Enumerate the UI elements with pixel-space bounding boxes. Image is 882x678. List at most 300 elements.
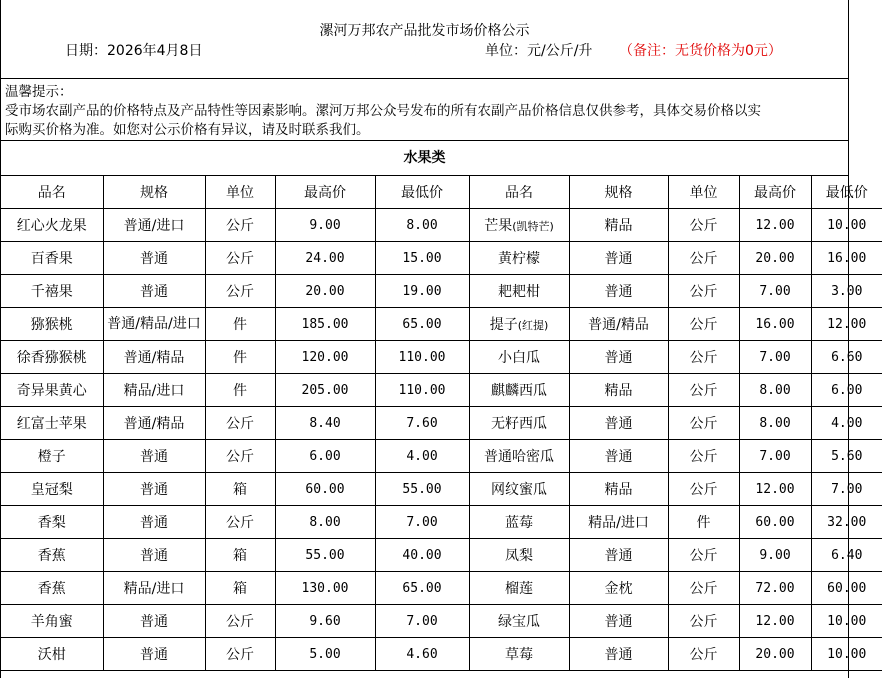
right-product-name bbox=[469, 506, 569, 539]
left-min-price bbox=[375, 473, 469, 506]
left-min-price bbox=[375, 341, 469, 374]
right-min-price bbox=[811, 374, 882, 407]
right-product-name bbox=[469, 440, 569, 473]
left-min-price bbox=[375, 374, 469, 407]
cell-text: 72.00 bbox=[755, 580, 795, 596]
cell-text: 普通 bbox=[140, 548, 168, 564]
cell-text: 普通 bbox=[140, 647, 168, 663]
cell-text: 绿宝瓜 bbox=[498, 614, 540, 630]
left-product-name bbox=[1, 407, 103, 440]
cell-text: 普通 bbox=[140, 515, 168, 531]
left-product-name bbox=[1, 506, 103, 539]
table-header-row bbox=[1, 176, 882, 209]
left-min-price bbox=[375, 605, 469, 638]
cell-text: 羊角蜜 bbox=[30, 614, 73, 630]
product-variety-note: (红提) bbox=[517, 319, 549, 332]
table-row bbox=[1, 473, 882, 506]
left-product-unit bbox=[205, 473, 275, 506]
cell-text: 蓝莓 bbox=[505, 515, 533, 531]
left-product-name bbox=[1, 440, 103, 473]
cell-text: 普通 bbox=[140, 482, 168, 498]
left-product-name bbox=[1, 473, 103, 506]
right-product-name bbox=[469, 638, 569, 671]
cell-text: 4.60 bbox=[406, 646, 438, 662]
cell-text: 猕猴桃 bbox=[30, 317, 73, 333]
cell-text: 7.00 bbox=[831, 481, 863, 497]
cell-text: 7.00 bbox=[406, 514, 438, 530]
cell-text: 普通 bbox=[604, 416, 633, 432]
right-max-price bbox=[739, 473, 811, 506]
cell-text: 20.00 bbox=[755, 646, 795, 662]
cell-text: 7.60 bbox=[406, 415, 438, 431]
left-product-name bbox=[1, 275, 103, 308]
cell-text: 7.00 bbox=[759, 283, 791, 299]
cell-text: 普通 bbox=[140, 614, 168, 630]
left-min-price bbox=[375, 440, 469, 473]
right-product-spec bbox=[569, 572, 668, 605]
cell-text: 7.00 bbox=[406, 613, 438, 629]
cell-text: 百香果 bbox=[30, 251, 73, 267]
cell-text: 12.00 bbox=[827, 316, 867, 332]
right-max-price bbox=[739, 572, 811, 605]
right-max-price bbox=[739, 506, 811, 539]
cell-text: 提子 bbox=[489, 317, 518, 333]
left-min-price bbox=[375, 539, 469, 572]
left-min-price bbox=[375, 407, 469, 440]
cell-text: 55.00 bbox=[402, 481, 442, 497]
cell-text: 8.00 bbox=[759, 415, 791, 431]
right-min-price bbox=[811, 572, 882, 605]
left-min-price bbox=[375, 638, 469, 671]
right-max-price bbox=[739, 275, 811, 308]
left-max-price bbox=[275, 473, 375, 506]
left-product-unit bbox=[205, 506, 275, 539]
cell-text: 香蕉 bbox=[37, 581, 66, 597]
cell-text: 普通 bbox=[604, 614, 633, 630]
right-max-price bbox=[739, 539, 811, 572]
right-product-name bbox=[469, 605, 569, 638]
cell-text: 12.00 bbox=[755, 481, 795, 497]
right-min-price bbox=[811, 407, 882, 440]
right-product-unit bbox=[668, 440, 739, 473]
cell-text: 公斤 bbox=[226, 449, 254, 465]
right-max-price bbox=[739, 209, 811, 242]
cell-text: 公斤 bbox=[689, 251, 718, 267]
left-product-unit bbox=[205, 638, 275, 671]
cell-text: 110.00 bbox=[398, 382, 446, 398]
left-min-price bbox=[375, 572, 469, 605]
cell-text: 香蕉 bbox=[37, 548, 66, 564]
cell-text: 凤梨 bbox=[505, 548, 533, 564]
cell-text: 7.00 bbox=[759, 448, 791, 464]
left-product-spec bbox=[103, 209, 205, 242]
cell-text: 3.00 bbox=[831, 283, 863, 299]
left-product-spec bbox=[103, 605, 205, 638]
cell-text: 普通/进口 bbox=[123, 218, 185, 234]
right-min-price bbox=[811, 506, 882, 539]
cell-text: 20.00 bbox=[755, 250, 795, 266]
left-product-spec bbox=[103, 242, 205, 275]
column-header: 品名 bbox=[1, 176, 103, 209]
right-product-unit bbox=[668, 374, 739, 407]
cell-text: 15.00 bbox=[402, 250, 442, 266]
left-max-price bbox=[275, 407, 375, 440]
cell-text: 普通/精品 bbox=[123, 416, 185, 432]
cell-text: 24.00 bbox=[305, 250, 345, 266]
left-product-unit bbox=[205, 572, 275, 605]
right-min-price bbox=[811, 209, 882, 242]
product-variety-note: (凯特芒) bbox=[512, 220, 554, 233]
right-product-name bbox=[469, 374, 569, 407]
left-product-unit bbox=[205, 242, 275, 275]
table-row bbox=[1, 638, 882, 671]
cell-text: 16.00 bbox=[827, 250, 867, 266]
cell-text: 件 bbox=[696, 515, 711, 531]
cell-text: 无籽西瓜 bbox=[491, 416, 547, 432]
cell-text: 5.00 bbox=[309, 646, 341, 662]
cell-text: 公斤 bbox=[689, 218, 718, 234]
cell-text: 精品/进口 bbox=[123, 383, 185, 399]
cell-text: 件 bbox=[233, 317, 247, 333]
left-product-name bbox=[1, 308, 103, 341]
right-product-name bbox=[469, 341, 569, 374]
column-header: 最高价 bbox=[739, 176, 811, 209]
cell-text: 公斤 bbox=[689, 548, 718, 564]
cell-text: 公斤 bbox=[689, 383, 718, 399]
price-table bbox=[1, 176, 882, 671]
cell-text: 8.40 bbox=[309, 415, 341, 431]
left-product-name bbox=[1, 374, 103, 407]
cell-text: 8.00 bbox=[406, 217, 438, 233]
left-min-price bbox=[375, 242, 469, 275]
right-max-price bbox=[739, 440, 811, 473]
left-max-price bbox=[275, 275, 375, 308]
left-min-price bbox=[375, 308, 469, 341]
cell-text: 箱 bbox=[233, 548, 247, 564]
cell-text: 皇冠梨 bbox=[30, 482, 73, 498]
right-product-spec bbox=[569, 539, 668, 572]
right-max-price bbox=[739, 374, 811, 407]
notice-label: 温馨提示： bbox=[5, 84, 73, 100]
cell-text: 公斤 bbox=[226, 284, 254, 300]
sheet-header bbox=[1, 0, 848, 79]
left-product-spec bbox=[103, 308, 205, 341]
left-max-price bbox=[275, 341, 375, 374]
cell-text: 件 bbox=[233, 350, 247, 366]
cell-text: 65.00 bbox=[402, 580, 442, 596]
right-product-unit bbox=[668, 242, 739, 275]
column-header: 最低价 bbox=[375, 176, 469, 209]
right-product-unit bbox=[668, 638, 739, 671]
left-product-spec bbox=[103, 275, 205, 308]
cell-text: 麒麟西瓜 bbox=[491, 383, 547, 399]
right-product-spec bbox=[569, 506, 668, 539]
left-product-spec bbox=[103, 341, 205, 374]
left-product-name bbox=[1, 242, 103, 275]
right-product-spec bbox=[569, 638, 668, 671]
right-product-spec bbox=[569, 407, 668, 440]
right-product-unit bbox=[668, 539, 739, 572]
left-max-price bbox=[275, 374, 375, 407]
right-product-unit bbox=[668, 308, 739, 341]
date-label: 日期：2026年4月8日 bbox=[65, 43, 203, 59]
cell-text: 公斤 bbox=[689, 647, 718, 663]
cell-text: 公斤 bbox=[226, 614, 254, 630]
cell-text: 公斤 bbox=[689, 581, 718, 597]
cell-text: 6.40 bbox=[831, 547, 863, 563]
cell-text: 普通 bbox=[604, 284, 633, 300]
cell-text: 普通 bbox=[604, 548, 633, 564]
cell-text: 12.00 bbox=[755, 613, 795, 629]
right-min-price bbox=[811, 440, 882, 473]
left-product-unit bbox=[205, 539, 275, 572]
left-product-spec bbox=[103, 506, 205, 539]
cell-text: 草莓 bbox=[505, 647, 533, 663]
cell-text: 19.00 bbox=[402, 283, 442, 299]
cell-text: 12.00 bbox=[755, 217, 795, 233]
cell-text: 185.00 bbox=[301, 316, 349, 332]
left-product-unit bbox=[205, 440, 275, 473]
cell-text: 普通哈密瓜 bbox=[484, 449, 554, 465]
right-min-price bbox=[811, 473, 882, 506]
left-product-spec bbox=[103, 473, 205, 506]
cell-text: 公斤 bbox=[226, 218, 254, 234]
table-row bbox=[1, 275, 882, 308]
column-header: 单位 bbox=[205, 176, 275, 209]
cell-text: 普通 bbox=[604, 350, 633, 366]
cell-text: 公斤 bbox=[689, 482, 718, 498]
cell-text: 奇异果黄心 bbox=[16, 383, 87, 399]
cell-text: 9.00 bbox=[759, 547, 791, 563]
left-product-name bbox=[1, 341, 103, 374]
cell-text: 徐香猕猴桃 bbox=[16, 350, 87, 366]
cell-text: 55.00 bbox=[305, 547, 345, 563]
right-max-price bbox=[739, 242, 811, 275]
left-max-price bbox=[275, 209, 375, 242]
left-min-price bbox=[375, 209, 469, 242]
right-product-unit bbox=[668, 275, 739, 308]
right-product-unit bbox=[668, 506, 739, 539]
cell-text: 60.00 bbox=[305, 481, 345, 497]
right-product-unit bbox=[668, 473, 739, 506]
cell-text: 普通 bbox=[140, 284, 168, 300]
table-row bbox=[1, 407, 882, 440]
right-max-price bbox=[739, 341, 811, 374]
cell-text: 箱 bbox=[233, 581, 247, 597]
cell-text: 公斤 bbox=[689, 317, 718, 333]
cell-text: 精品 bbox=[604, 218, 633, 234]
column-header: 单位 bbox=[668, 176, 739, 209]
cell-text: 10.00 bbox=[827, 613, 867, 629]
cell-text: 60.00 bbox=[755, 514, 795, 530]
right-max-price bbox=[739, 638, 811, 671]
cell-text: 8.00 bbox=[309, 514, 341, 530]
left-min-price bbox=[375, 275, 469, 308]
right-product-unit bbox=[668, 572, 739, 605]
cell-text: 榴莲 bbox=[505, 581, 533, 597]
left-product-name bbox=[1, 605, 103, 638]
cell-text: 普通 bbox=[140, 251, 168, 267]
cell-text: 耙耙柑 bbox=[498, 284, 540, 300]
right-product-unit bbox=[668, 209, 739, 242]
left-max-price bbox=[275, 572, 375, 605]
cell-text: 红富士苹果 bbox=[16, 416, 87, 432]
cell-text: 公斤 bbox=[226, 416, 254, 432]
table-row bbox=[1, 341, 882, 374]
table-row bbox=[1, 242, 882, 275]
right-product-spec bbox=[569, 242, 668, 275]
right-max-price bbox=[739, 407, 811, 440]
left-product-unit bbox=[205, 209, 275, 242]
left-product-spec bbox=[103, 407, 205, 440]
cell-text: 公斤 bbox=[689, 350, 718, 366]
right-product-unit bbox=[668, 341, 739, 374]
cell-text: 公斤 bbox=[226, 647, 254, 663]
table-row bbox=[1, 440, 882, 473]
left-max-price bbox=[275, 539, 375, 572]
right-product-name bbox=[469, 473, 569, 506]
left-product-name bbox=[1, 539, 103, 572]
cell-text: 公斤 bbox=[226, 515, 254, 531]
left-product-spec bbox=[103, 539, 205, 572]
cell-text: 普通/精品 bbox=[588, 317, 649, 333]
table-row bbox=[1, 539, 882, 572]
table-row bbox=[1, 605, 882, 638]
cell-text: 公斤 bbox=[689, 416, 718, 432]
cell-text: 9.60 bbox=[309, 613, 341, 629]
cell-text: 60.00 bbox=[827, 580, 867, 596]
page-title: 漯河万邦农产品批发市场价格公示 bbox=[319, 23, 530, 39]
right-product-spec bbox=[569, 440, 668, 473]
cell-text: 公斤 bbox=[689, 449, 718, 465]
left-product-spec bbox=[103, 572, 205, 605]
cell-text: 普通 bbox=[140, 449, 168, 465]
cell-text: 5.60 bbox=[831, 448, 863, 464]
category-title: 水果类 bbox=[1, 142, 848, 176]
cell-text: 精品 bbox=[604, 383, 633, 399]
right-product-spec bbox=[569, 374, 668, 407]
right-min-price bbox=[811, 539, 882, 572]
right-product-spec bbox=[569, 473, 668, 506]
cell-text: 芒果 bbox=[484, 218, 513, 234]
left-product-unit bbox=[205, 275, 275, 308]
cell-text: 精品 bbox=[604, 482, 633, 498]
cell-text: 公斤 bbox=[689, 284, 718, 300]
cell-text: 箱 bbox=[233, 482, 247, 498]
right-min-price bbox=[811, 242, 882, 275]
left-product-name bbox=[1, 638, 103, 671]
cell-text: 普通/精品/进口 bbox=[107, 316, 201, 332]
cell-text: 小白瓜 bbox=[498, 350, 540, 366]
left-max-price bbox=[275, 506, 375, 539]
cell-text: 普通/精品 bbox=[123, 350, 185, 366]
right-product-name bbox=[469, 242, 569, 275]
cell-text: 红心火龙果 bbox=[16, 218, 87, 234]
right-product-spec bbox=[569, 605, 668, 638]
right-min-price bbox=[811, 308, 882, 341]
cell-text: 110.00 bbox=[398, 349, 446, 365]
cell-text: 40.00 bbox=[402, 547, 442, 563]
right-product-unit bbox=[668, 407, 739, 440]
left-product-name bbox=[1, 209, 103, 242]
right-min-price bbox=[811, 638, 882, 671]
price-note: （备注：无货价格为0元） bbox=[619, 43, 782, 59]
cell-text: 6.00 bbox=[831, 382, 863, 398]
right-product-spec bbox=[569, 341, 668, 374]
cell-text: 4.00 bbox=[831, 415, 863, 431]
cell-text: 10.00 bbox=[827, 646, 867, 662]
cell-text: 130.00 bbox=[301, 580, 349, 596]
left-min-price bbox=[375, 506, 469, 539]
left-max-price bbox=[275, 242, 375, 275]
right-product-spec bbox=[569, 308, 668, 341]
left-product-spec bbox=[103, 374, 205, 407]
left-product-name bbox=[1, 572, 103, 605]
left-product-spec bbox=[103, 440, 205, 473]
cell-text: 件 bbox=[233, 383, 247, 399]
table-row bbox=[1, 572, 882, 605]
cell-text: 10.00 bbox=[827, 217, 867, 233]
right-product-unit bbox=[668, 605, 739, 638]
cell-text: 16.00 bbox=[755, 316, 795, 332]
right-max-price bbox=[739, 308, 811, 341]
left-product-unit bbox=[205, 374, 275, 407]
cell-text: 6.00 bbox=[309, 448, 341, 464]
left-product-unit bbox=[205, 407, 275, 440]
cell-text: 6.60 bbox=[831, 349, 863, 365]
column-header: 品名 bbox=[469, 176, 569, 209]
cell-text: 黄柠檬 bbox=[498, 251, 540, 267]
left-max-price bbox=[275, 440, 375, 473]
column-header: 最低价 bbox=[811, 176, 882, 209]
cell-text: 橙子 bbox=[37, 449, 66, 465]
cell-text: 7.00 bbox=[759, 349, 791, 365]
cell-text: 120.00 bbox=[301, 349, 349, 365]
cell-text: 20.00 bbox=[305, 283, 345, 299]
cell-text: 普通 bbox=[604, 647, 633, 663]
cell-text: 4.00 bbox=[406, 448, 438, 464]
table-row bbox=[1, 209, 882, 242]
right-product-spec bbox=[569, 275, 668, 308]
cell-text: 32.00 bbox=[827, 514, 867, 530]
cell-text: 8.00 bbox=[759, 382, 791, 398]
right-product-name bbox=[469, 539, 569, 572]
left-max-price bbox=[275, 605, 375, 638]
cell-text: 205.00 bbox=[301, 382, 349, 398]
right-product-name bbox=[469, 209, 569, 242]
cell-text: 精品/进口 bbox=[588, 515, 649, 531]
cell-text: 沃柑 bbox=[37, 647, 66, 663]
notice-line-1: 受市场农副产品的价格特点及产品特性等因素影响。漯河万邦公众号发布的所有农副产品价格信息仅供参考，具体交易价格以实 bbox=[5, 103, 761, 119]
left-product-unit bbox=[205, 308, 275, 341]
notice-box bbox=[1, 79, 848, 141]
right-min-price bbox=[811, 605, 882, 638]
cell-text: 公斤 bbox=[689, 614, 718, 630]
table-row bbox=[1, 374, 882, 407]
cell-text: 香梨 bbox=[37, 515, 66, 531]
cell-text: 普通 bbox=[604, 251, 633, 267]
unit-label: 单位：元/公斤/升 bbox=[485, 43, 593, 59]
left-product-unit bbox=[205, 605, 275, 638]
left-product-spec bbox=[103, 638, 205, 671]
right-product-name bbox=[469, 572, 569, 605]
cell-text: 普通 bbox=[604, 449, 633, 465]
right-product-name bbox=[469, 407, 569, 440]
column-header: 规格 bbox=[103, 176, 205, 209]
cell-text: 公斤 bbox=[226, 251, 254, 267]
left-max-price bbox=[275, 638, 375, 671]
cell-text: 精品/进口 bbox=[123, 581, 185, 597]
